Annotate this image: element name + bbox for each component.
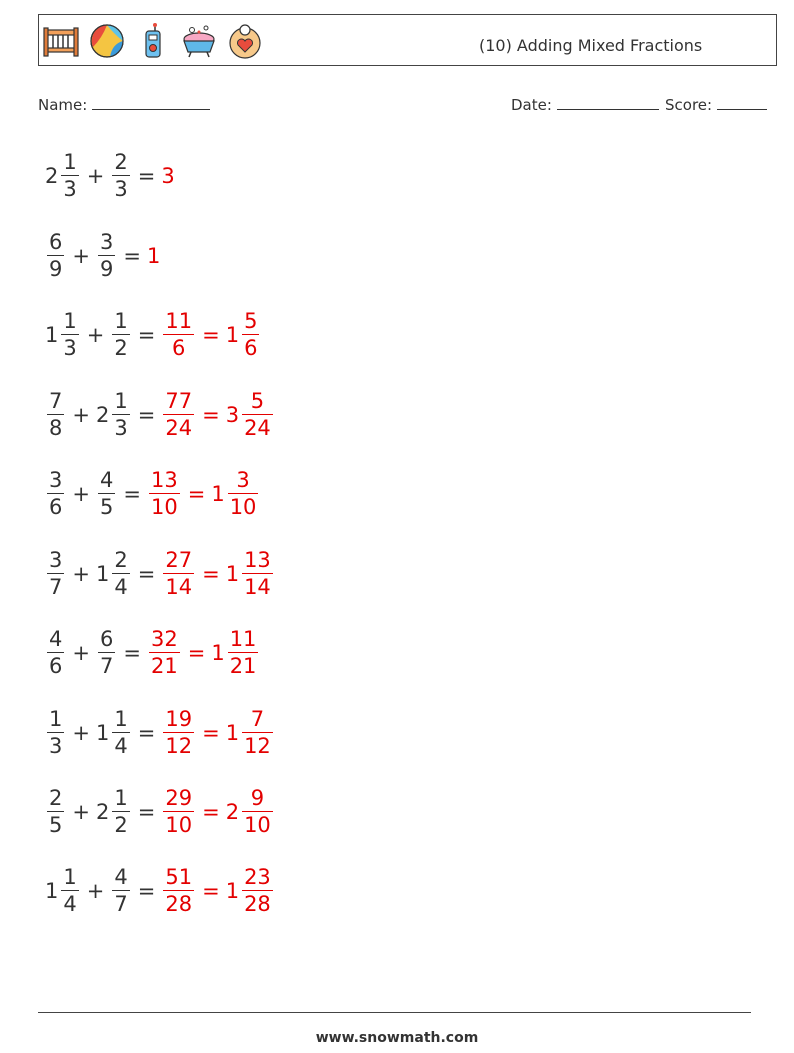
answer-equals-sign: = <box>202 562 220 586</box>
answer-mixed-fraction <box>242 709 273 757</box>
addend-a-numerator: 3 <box>49 468 63 492</box>
addend-b-denominator: 4 <box>114 734 128 758</box>
plus-sign: + <box>86 164 105 188</box>
equals-sign: = <box>137 879 156 903</box>
addend-a-denominator: 8 <box>49 416 63 440</box>
addend-a-numerator: 7 <box>49 389 63 413</box>
addend-b-fraction <box>112 311 129 359</box>
addend-b-denominator: 9 <box>99 257 114 281</box>
answer-denominator: 12 <box>165 734 193 758</box>
answer <box>147 629 260 677</box>
addend-b <box>96 232 117 280</box>
addend-a <box>45 470 66 518</box>
plus-sign: + <box>72 562 90 586</box>
addend-b-denominator: 2 <box>114 813 128 837</box>
plus-sign: + <box>72 482 90 506</box>
addend-b-fraction <box>112 709 129 757</box>
problem-row <box>45 464 260 524</box>
answer-equals-sign: = <box>202 879 220 903</box>
addend-a <box>45 391 66 439</box>
answer-mixed-fraction <box>228 470 259 518</box>
answer-mixed-denominator: 6 <box>244 336 258 360</box>
equals-sign: = <box>123 482 141 506</box>
problem-row <box>45 226 161 286</box>
answer-mixed-fraction <box>242 867 273 915</box>
answer-mixed-whole: 1 <box>211 482 225 506</box>
answer-mixed-whole: 1 <box>225 323 240 347</box>
answer-improper-fraction <box>163 391 194 439</box>
answer-mixed-whole: 2 <box>225 800 240 824</box>
answer <box>161 164 175 188</box>
addend-b-fraction <box>112 788 129 836</box>
answer-mixed <box>226 550 275 598</box>
plus-sign: + <box>72 721 90 745</box>
answer-mixed-numerator: 9 <box>250 786 265 810</box>
plus-sign: + <box>72 641 90 665</box>
answer-mixed-denominator: 10 <box>229 495 257 519</box>
answer <box>161 788 274 836</box>
answer-mixed-whole: 1 <box>225 721 240 745</box>
answer-mixed-numerator: 7 <box>250 707 265 731</box>
addend-b <box>96 391 132 439</box>
addend-a-fraction <box>61 867 78 915</box>
addend-a-denominator: 9 <box>49 257 63 281</box>
addend-a-fraction <box>47 391 64 439</box>
answer-numerator: 77 <box>165 389 193 413</box>
answer-mixed-whole: 1 <box>225 562 240 586</box>
addend-b-numerator: 1 <box>114 707 128 731</box>
addend-b-whole: 1 <box>95 562 110 586</box>
answer-equals-sign: = <box>202 403 220 427</box>
answer <box>147 470 260 518</box>
answer-equals-sign: = <box>202 721 220 745</box>
answer-mixed-denominator: 10 <box>244 813 271 837</box>
addend-b <box>96 470 117 518</box>
addend-b <box>96 788 132 836</box>
answer-denominator: 14 <box>165 575 193 599</box>
answer <box>161 311 261 359</box>
equals-sign: = <box>137 800 156 824</box>
addend-b-fraction <box>98 470 115 518</box>
answer-mixed-fraction <box>242 391 273 439</box>
addend-a <box>45 232 66 280</box>
equals-sign: = <box>137 403 156 427</box>
addend-a-denominator: 3 <box>63 336 77 360</box>
addend-b-numerator: 3 <box>99 230 114 254</box>
addend-a <box>45 152 81 200</box>
addend-a-numerator: 2 <box>49 786 63 810</box>
answer-improper-fraction <box>149 470 180 518</box>
answer-equals-sign: = <box>202 800 220 824</box>
answer <box>161 709 274 757</box>
plus-sign: + <box>86 879 105 903</box>
problem-row <box>45 544 275 604</box>
addend-a-denominator: 4 <box>63 892 77 916</box>
problem-row <box>45 703 275 763</box>
addend-b-numerator: 1 <box>114 389 128 413</box>
answer-denominator: 24 <box>165 416 193 440</box>
addend-b-denominator: 2 <box>114 336 128 360</box>
problem-row <box>45 305 261 365</box>
addend-a-denominator: 7 <box>49 575 63 599</box>
answer-equals-sign: = <box>187 482 206 506</box>
answer-improper-fraction <box>149 629 180 677</box>
answer-mixed-whole: 1 <box>146 244 161 268</box>
problem-row <box>45 623 260 683</box>
addend-b-numerator: 6 <box>99 627 114 651</box>
addend-b-fraction <box>112 391 129 439</box>
answer-mixed-numerator: 3 <box>236 468 250 492</box>
worksheet-header <box>38 14 777 66</box>
date-blank <box>557 94 659 110</box>
addend-a-fraction <box>47 550 64 598</box>
answer <box>147 244 161 268</box>
addend-b-numerator: 1 <box>114 309 128 333</box>
addend-b-denominator: 4 <box>114 575 128 599</box>
answer-mixed-whole: 1 <box>225 879 240 903</box>
answer-mixed-numerator: 23 <box>244 865 271 889</box>
answer <box>161 867 274 915</box>
addend-b <box>110 867 131 915</box>
addend-a <box>45 867 81 915</box>
addend-a <box>45 311 81 359</box>
addend-b-fraction <box>112 550 129 598</box>
addend-a-whole: 2 <box>45 164 59 188</box>
baby-bath-icon <box>180 22 218 60</box>
problem-row <box>45 861 275 921</box>
addend-a-fraction <box>47 470 64 518</box>
addend-b-denominator: 5 <box>99 495 114 519</box>
equals-sign: = <box>137 164 156 188</box>
problem-row <box>45 782 275 842</box>
answer-mixed <box>161 164 175 188</box>
answer-numerator: 13 <box>150 468 178 492</box>
answer-numerator: 29 <box>165 786 193 810</box>
addend-a-fraction <box>47 232 64 280</box>
score-blank <box>717 94 767 110</box>
addend-a <box>45 629 66 677</box>
answer-mixed-whole: 1 <box>211 641 225 665</box>
answer <box>161 550 274 598</box>
problem-row <box>45 146 176 206</box>
score-field <box>665 94 767 114</box>
addend-b-fraction <box>98 629 115 677</box>
crib-icon <box>42 22 80 60</box>
equals-sign: = <box>123 244 141 268</box>
problem-row <box>45 385 275 445</box>
answer-mixed-denominator: 12 <box>244 734 271 758</box>
answer-mixed <box>211 629 260 677</box>
plus-sign: + <box>72 244 90 268</box>
beach-ball-icon <box>88 22 126 60</box>
answer-mixed-numerator: 5 <box>250 389 265 413</box>
addend-b-whole: 2 <box>95 403 110 427</box>
addend-b-denominator: 7 <box>114 892 128 916</box>
answer-mixed-denominator: 14 <box>244 575 271 599</box>
equals-sign: = <box>137 721 156 745</box>
addend-a-whole: 1 <box>45 323 59 347</box>
answer-mixed <box>211 470 260 518</box>
answer-mixed <box>147 244 161 268</box>
answer-mixed <box>226 867 275 915</box>
addend-a <box>45 709 66 757</box>
answer-mixed <box>226 311 262 359</box>
addend-a-fraction <box>47 709 64 757</box>
addend-b-fraction <box>98 232 115 280</box>
addend-b-numerator: 2 <box>114 548 128 572</box>
answer-numerator: 11 <box>165 309 193 333</box>
addend-a-fraction <box>61 152 78 200</box>
header-icons <box>42 22 264 60</box>
addend-b-fraction <box>112 152 129 200</box>
answer-mixed <box>226 788 275 836</box>
answer-improper-fraction <box>163 550 194 598</box>
answer-denominator: 28 <box>165 892 193 916</box>
answer-mixed <box>226 709 275 757</box>
addend-b-whole: 1 <box>95 721 110 745</box>
answer-mixed-numerator: 5 <box>244 309 258 333</box>
addend-a-denominator: 5 <box>49 813 63 837</box>
addend-b-numerator: 2 <box>114 150 128 174</box>
answer-mixed-whole: 3 <box>225 403 240 427</box>
name-label: Name: <box>38 96 88 114</box>
equals-sign: = <box>137 323 156 347</box>
addend-a-denominator: 3 <box>49 734 63 758</box>
answer-mixed-denominator: 21 <box>229 654 257 678</box>
answer-mixed-denominator: 24 <box>244 416 271 440</box>
addend-b-denominator: 7 <box>99 654 114 678</box>
addend-b-numerator: 4 <box>114 865 128 889</box>
addend-a-numerator: 6 <box>49 230 63 254</box>
answer-equals-sign: = <box>187 641 206 665</box>
answer-mixed-numerator: 13 <box>244 548 271 572</box>
addend-b-numerator: 4 <box>99 468 114 492</box>
answer-mixed-denominator: 28 <box>244 892 271 916</box>
answer-mixed-fraction <box>242 311 259 359</box>
addend-a-fraction <box>47 788 64 836</box>
plus-sign: + <box>72 800 90 824</box>
addend-a-numerator: 1 <box>63 309 77 333</box>
answer-mixed-fraction <box>228 629 259 677</box>
addend-b-denominator: 3 <box>114 177 128 201</box>
addend-a-denominator: 3 <box>63 177 77 201</box>
date-field <box>511 94 659 114</box>
addend-b-whole: 2 <box>95 800 110 824</box>
footer-url: www.snowmath.com <box>315 1030 479 1046</box>
addend-b-fraction <box>112 867 129 915</box>
addend-a-numerator: 1 <box>63 865 77 889</box>
answer-denominator: 6 <box>163 334 194 359</box>
answer-denominator: 10 <box>165 813 193 837</box>
addend-b <box>96 550 132 598</box>
answer-improper-fraction <box>163 788 194 836</box>
addend-b <box>96 629 117 677</box>
addend-a-fraction <box>47 629 64 677</box>
answer-denominator: 10 <box>150 495 178 519</box>
answer-improper-fraction <box>163 867 194 915</box>
date-label: Date: <box>511 96 552 114</box>
addend-b <box>110 152 131 200</box>
answer-mixed-fraction <box>242 788 273 836</box>
addend-a-whole: 1 <box>45 879 59 903</box>
baby-bib-icon <box>226 22 264 60</box>
addend-a-numerator: 3 <box>49 548 63 572</box>
answer-equals-sign: = <box>202 323 220 347</box>
answer-mixed <box>226 391 275 439</box>
footer-divider <box>38 1012 751 1013</box>
equals-sign: = <box>123 641 141 665</box>
addend-a-denominator: 6 <box>49 495 63 519</box>
addend-a-fraction <box>61 311 78 359</box>
addend-b <box>96 709 132 757</box>
plus-sign: + <box>72 403 90 427</box>
addend-a-numerator: 1 <box>63 150 77 174</box>
answer-mixed-fraction <box>242 550 273 598</box>
worksheet-title: (10) Adding Mixed Fractions <box>479 36 703 55</box>
equals-sign: = <box>137 562 156 586</box>
addend-b-numerator: 1 <box>114 786 128 810</box>
score-label: Score: <box>665 96 713 114</box>
addend-a <box>45 788 66 836</box>
addend-b <box>110 311 131 359</box>
answer-mixed-numerator: 11 <box>229 627 257 651</box>
plus-sign: + <box>86 323 105 347</box>
answer-improper-fraction <box>163 311 194 359</box>
answer-numerator: 32 <box>150 627 178 651</box>
addend-a-numerator: 4 <box>49 627 63 651</box>
baby-monitor-icon <box>134 22 172 60</box>
addend-a-numerator: 1 <box>49 707 63 731</box>
answer-numerator: 27 <box>165 548 193 572</box>
answer-numerator: 19 <box>165 707 193 731</box>
answer-denominator: 21 <box>150 654 178 678</box>
answer-mixed-whole: 3 <box>161 164 175 188</box>
answer-improper-fraction <box>163 709 194 757</box>
addend-a-denominator: 6 <box>49 654 63 678</box>
answer <box>161 391 274 439</box>
addend-a <box>45 550 66 598</box>
name-blank <box>92 94 210 110</box>
name-field <box>38 94 210 114</box>
answer-numerator: 51 <box>165 865 193 889</box>
addend-b-denominator: 3 <box>114 416 128 440</box>
